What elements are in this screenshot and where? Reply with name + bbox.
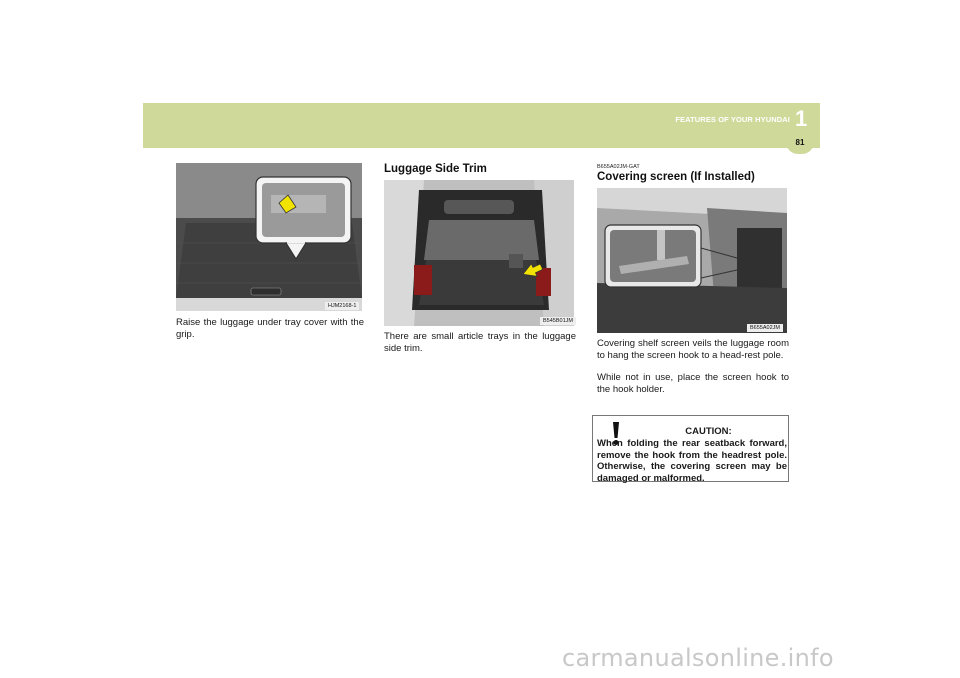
section-title: FEATURES OF YOUR HYUNDAI <box>675 115 790 124</box>
body-text: Covering shelf screen veils the luggage room to hang the screen hook to a head-rest pole. <box>597 338 789 361</box>
luggage-tray-photo <box>176 163 362 311</box>
page-number: 81 <box>795 138 805 147</box>
figure-code: B545B01JM <box>540 317 576 325</box>
section-heading: Covering screen (If Installed) <box>597 171 755 183</box>
caution-box <box>592 415 789 482</box>
header-band <box>143 103 820 148</box>
doc-code: B655A02JM-GAT <box>597 164 640 170</box>
caution-title: CAUTION: <box>685 426 732 437</box>
body-text: There are small article trays in the luggage side trim. <box>384 331 576 354</box>
section-number: 1 <box>795 106 808 131</box>
section-heading: Luggage Side Trim <box>384 163 487 175</box>
figure-code: HJM2168-1 <box>325 302 359 310</box>
body-text: While not in use, place the screen hook to the hook holder. <box>597 372 789 395</box>
covering-screen-photo <box>597 188 787 333</box>
body-text: Raise the luggage under tray cover with the grip. <box>176 317 364 340</box>
caution-text: When folding the rear seatback forward, remove the hook from the headrest pole. Otherwise, the covering screen may be damaged or malformed. <box>597 438 787 484</box>
luggage-side-trim-photo <box>384 180 574 326</box>
watermark: carmanualsonline.info <box>562 644 834 672</box>
figure-code: B655A02JM <box>747 324 783 332</box>
